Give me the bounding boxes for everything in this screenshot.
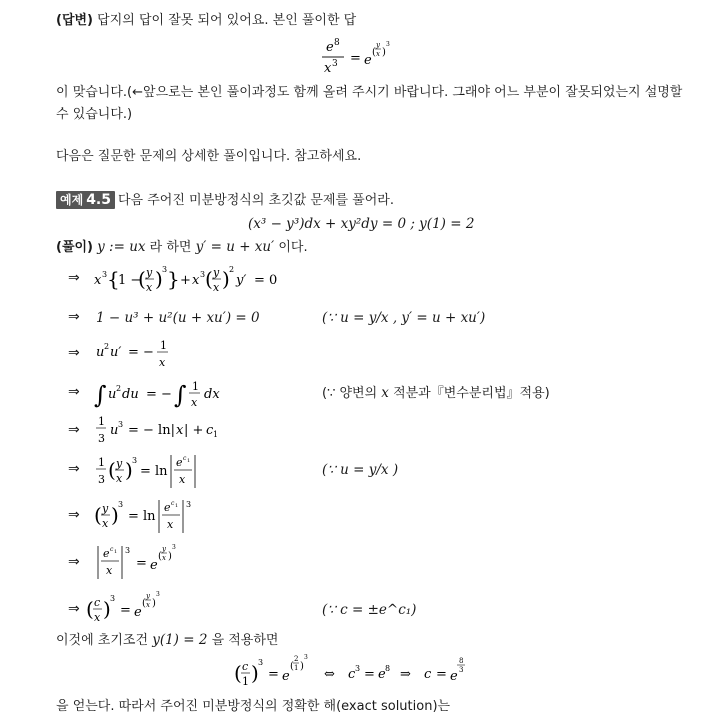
svg-text:⇔: ⇔ xyxy=(324,667,335,682)
svg-text:(: ( xyxy=(142,598,146,609)
svg-text:y: y xyxy=(146,266,153,279)
svg-text:3: 3 xyxy=(332,59,338,69)
svg-text:(: ( xyxy=(86,597,94,621)
svg-text:2: 2 xyxy=(229,265,235,274)
example-badge-label: 예제 xyxy=(60,193,84,207)
after-text-2: 을 적용하면 xyxy=(211,633,279,648)
svg-text:3: 3 xyxy=(355,664,361,673)
step-1-equation xyxy=(94,260,294,300)
svg-text:x: x xyxy=(162,554,166,562)
svg-text:): ) xyxy=(168,551,172,562)
svg-text:1: 1 xyxy=(187,458,191,464)
svg-text:e: e xyxy=(164,501,171,514)
example-badge xyxy=(56,191,115,209)
svg-text:x: x xyxy=(94,273,102,288)
note-3: (∵ u = y/x ) xyxy=(322,462,399,478)
solution-intro-math: y := ux xyxy=(97,239,146,255)
svg-text:): ) xyxy=(111,503,119,527)
answer-label: (답변) xyxy=(56,13,93,28)
svg-text:3: 3 xyxy=(459,666,464,674)
svg-text:1: 1 xyxy=(192,380,199,393)
svg-text:3: 3 xyxy=(258,658,264,667)
solution-intro xyxy=(56,238,308,257)
svg-text:dx: dx xyxy=(204,387,220,402)
note-1: (∵ u = y/x , y′ = u + xu′) xyxy=(322,310,486,326)
svg-text:2: 2 xyxy=(104,342,110,351)
svg-text:e: e xyxy=(134,605,142,620)
solution-intro-text-1: 라 하면 xyxy=(149,240,192,255)
svg-text:x: x xyxy=(146,281,153,294)
step-9-equation xyxy=(86,588,226,630)
svg-text:3: 3 xyxy=(102,270,108,279)
svg-text:(: ( xyxy=(138,267,146,291)
svg-text:3: 3 xyxy=(118,500,124,509)
svg-text:(: ( xyxy=(205,267,213,291)
svg-text:= ln: = ln xyxy=(140,464,168,479)
step-7-equation xyxy=(94,494,234,538)
svg-text:u: u xyxy=(96,345,105,360)
step-arrow: ⇒ xyxy=(68,309,80,325)
svg-text:1: 1 xyxy=(175,503,179,509)
note-2-suffix: 적분과『변수분리법』적용) xyxy=(393,386,550,401)
answer-line-3: 수 있습니다.) xyxy=(56,107,133,122)
svg-text:u: u xyxy=(108,387,117,402)
example-equation: (x³ − y³)dx + xy²dy = 0 ; y(1) = 2 xyxy=(248,216,475,232)
svg-text:1: 1 xyxy=(98,415,105,428)
step-arrow: ⇒ xyxy=(68,270,80,286)
svg-text:3: 3 xyxy=(98,473,105,486)
svg-text:x: x xyxy=(106,564,113,577)
svg-text:): ) xyxy=(251,661,259,685)
step-arrow: ⇒ xyxy=(68,461,80,477)
svg-text:8: 8 xyxy=(385,664,391,673)
answer-line-1 xyxy=(56,12,356,30)
svg-text:=: = xyxy=(268,667,279,682)
step-3-equation xyxy=(94,338,194,374)
svg-text:3: 3 xyxy=(386,41,390,48)
svg-text:+: + xyxy=(180,273,191,288)
svg-text:8: 8 xyxy=(334,38,340,48)
example-statement: 다음 주어진 미분방정식의 초깃값 문제를 풀어라. xyxy=(118,193,394,208)
svg-text:= 0: = 0 xyxy=(254,273,278,288)
svg-text:c: c xyxy=(183,455,187,462)
svg-text:8: 8 xyxy=(459,657,464,665)
svg-text:1: 1 xyxy=(213,430,219,439)
example-badge-number: 4.5 xyxy=(86,192,111,208)
step-arrow: ⇒ xyxy=(68,601,80,617)
svg-text:e: e xyxy=(364,53,372,68)
step-arrow: ⇒ xyxy=(68,384,80,400)
note-4: (∵ c = ±e^c₁) xyxy=(322,602,417,618)
answer-line-4: 다음은 질문한 문제의 상세한 풀이입니다. 참고하세요. xyxy=(56,149,362,164)
svg-text:= −: = − xyxy=(146,387,172,402)
step-4-equation xyxy=(94,374,244,414)
step-arrow: ⇒ xyxy=(68,422,80,438)
svg-text:c: c xyxy=(110,546,114,553)
svg-text:(: ( xyxy=(372,47,376,58)
svg-text:1: 1 xyxy=(294,664,299,672)
svg-text:y′: y′ xyxy=(236,273,247,288)
svg-text:= − ln|: = − ln| xyxy=(128,423,175,438)
svg-text:x: x xyxy=(146,601,150,609)
step-6-equation xyxy=(94,450,234,492)
step-arrow: ⇒ xyxy=(68,345,80,361)
svg-text:x: x xyxy=(191,396,198,409)
solution-intro-math-2: y′ = u + xu′ xyxy=(195,239,275,255)
svg-text:e: e xyxy=(150,558,158,573)
note-2-prefix: (∵ 양변의 xyxy=(322,386,378,401)
svg-text:y: y xyxy=(213,266,220,279)
svg-text:= ln: = ln xyxy=(128,509,156,524)
svg-text:x: x xyxy=(159,356,166,369)
svg-text:c: c xyxy=(424,667,432,682)
svg-text:3: 3 xyxy=(125,546,131,555)
svg-text:): ) xyxy=(222,267,230,291)
svg-text:3: 3 xyxy=(162,265,168,274)
svg-text:}: } xyxy=(167,267,180,291)
step-2-equation: 1 − u³ + u²(u + xu′) = 0 xyxy=(96,310,260,326)
svg-text:=: = xyxy=(436,667,447,682)
svg-text:u′: u′ xyxy=(110,345,122,360)
svg-text:1: 1 xyxy=(160,339,167,352)
svg-text:e: e xyxy=(378,667,386,682)
svg-text:e: e xyxy=(282,669,290,684)
svg-text:): ) xyxy=(125,458,133,482)
after-math: y(1) = 2 xyxy=(152,632,208,648)
svg-text:3: 3 xyxy=(132,456,138,465)
initial-condition-line xyxy=(56,631,279,650)
svg-text:y: y xyxy=(376,41,380,49)
svg-text:x: x xyxy=(213,281,220,294)
svg-text:3: 3 xyxy=(118,420,124,429)
answer-formula xyxy=(318,34,398,84)
note-2-var: x xyxy=(381,385,389,401)
svg-text:x: x xyxy=(176,423,184,438)
svg-text:x: x xyxy=(102,517,109,530)
solution-intro-text-2: 이다. xyxy=(278,240,308,255)
svg-text:(: ( xyxy=(290,661,294,672)
final-line: 을 얻는다. 따라서 주어진 미분방정식의 정확한 해(exact solution)는 xyxy=(56,699,451,714)
svg-text:x: x xyxy=(94,611,101,624)
step-arrow: ⇒ xyxy=(68,554,80,570)
svg-text:3: 3 xyxy=(98,432,105,445)
svg-text:e: e xyxy=(326,40,334,55)
svg-text:2: 2 xyxy=(116,384,122,393)
svg-text:): ) xyxy=(382,47,386,58)
svg-text:2: 2 xyxy=(294,655,299,663)
svg-text:c: c xyxy=(242,660,249,673)
svg-text:c: c xyxy=(94,596,101,609)
svg-text:y: y xyxy=(162,545,166,553)
svg-text:u: u xyxy=(110,423,119,438)
svg-text:(: ( xyxy=(158,551,162,562)
svg-text:c: c xyxy=(171,500,175,507)
svg-text:3: 3 xyxy=(156,591,160,598)
svg-text:1: 1 xyxy=(242,675,249,688)
answer-text-1: 답지의 답이 잘못 되어 있어요. 본인 풀이한 답 xyxy=(97,13,357,28)
svg-text:∫: ∫ xyxy=(174,381,187,409)
svg-text:(: ( xyxy=(234,661,242,685)
svg-text:x: x xyxy=(324,61,332,76)
svg-text:⇒: ⇒ xyxy=(400,667,411,682)
svg-text:x: x xyxy=(179,473,186,486)
step-arrow: ⇒ xyxy=(68,507,80,523)
svg-text:c: c xyxy=(348,667,356,682)
svg-text:y: y xyxy=(146,592,150,600)
svg-text:=: = xyxy=(136,556,147,571)
svg-text:x: x xyxy=(167,518,174,531)
after-text-1: 이것에 초기조건 xyxy=(56,633,149,648)
svg-text:e: e xyxy=(176,456,183,469)
svg-text:1: 1 xyxy=(98,456,105,469)
svg-text:3: 3 xyxy=(304,654,308,661)
svg-text:): ) xyxy=(300,661,304,672)
step-5-equation xyxy=(94,414,244,450)
svg-text:y: y xyxy=(102,502,109,515)
svg-text:x: x xyxy=(376,50,380,58)
svg-text:(: ( xyxy=(108,458,116,482)
svg-text:x: x xyxy=(192,273,200,288)
svg-text:=: = xyxy=(120,603,131,618)
svg-text:| +: | + xyxy=(184,423,204,438)
svg-text:1 −: 1 − xyxy=(118,273,142,288)
step-8-equation xyxy=(94,540,234,584)
svg-text:e: e xyxy=(450,669,458,684)
solution-label: (풀이) xyxy=(56,240,93,255)
svg-text:x: x xyxy=(116,472,123,485)
svg-text:3: 3 xyxy=(110,594,116,603)
svg-text:): ) xyxy=(155,267,163,291)
svg-text:): ) xyxy=(103,597,111,621)
svg-text:): ) xyxy=(152,598,156,609)
note-2 xyxy=(322,384,550,403)
final-equation xyxy=(234,650,494,694)
svg-text:y: y xyxy=(116,457,123,470)
svg-text:c: c xyxy=(206,423,214,438)
svg-text:∫: ∫ xyxy=(94,381,107,409)
svg-text:=: = xyxy=(350,51,361,66)
svg-text:du: du xyxy=(122,387,139,402)
svg-text:3: 3 xyxy=(172,544,176,551)
svg-text:{: { xyxy=(107,267,120,291)
svg-text:(: ( xyxy=(94,503,102,527)
svg-text:e: e xyxy=(103,547,110,560)
svg-text:=: = xyxy=(364,667,375,682)
svg-text:3: 3 xyxy=(186,500,192,509)
svg-text:3: 3 xyxy=(200,270,206,279)
answer-line-2: 이 맞습니다.(←앞으로는 본인 풀이과정도 함께 올려 주시기 바랍니다. 그래야 어느 부분이 잘못되었는지 설명할 xyxy=(56,85,683,100)
svg-text:= −: = − xyxy=(128,345,154,360)
svg-text:1: 1 xyxy=(114,549,118,555)
